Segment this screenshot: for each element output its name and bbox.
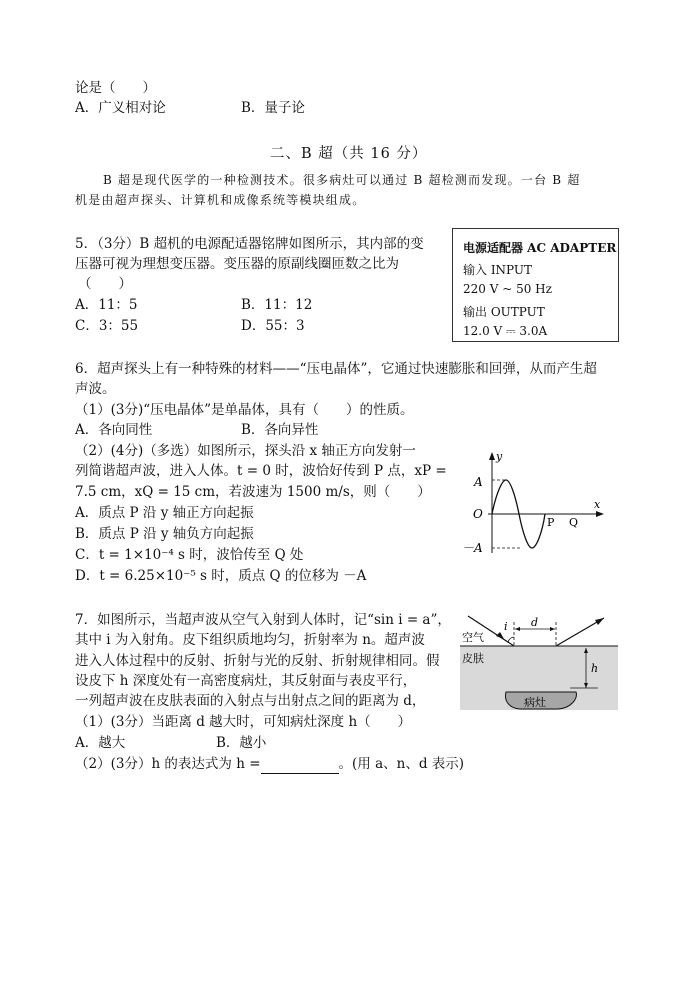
option-b: B．量子论 <box>241 100 305 116</box>
graph-y-label: y <box>496 450 503 463</box>
graph-neg-a: －A <box>462 541 483 555</box>
q7-line4: 设皮下 h 深度处有一高密度病灶，其反射面与表皮平行， <box>75 673 417 689</box>
label-air: 空气 <box>462 631 484 644</box>
q6-line1: 6．超声探头上有一种特殊的材料——“压电晶体”，它通过快速膨胀和回弹，从而产生超 <box>75 361 597 377</box>
q5-line3: （ ） <box>78 276 132 292</box>
q7-sub2 <box>75 754 464 774</box>
q5-option-c: C．3：55 <box>75 318 139 334</box>
q5-option-b: B．11：12 <box>241 297 313 313</box>
q6-sub1: （1）(3分)“压电晶体”是单晶体，具有（ ）的性质。 <box>75 402 414 418</box>
q7-sub1: （1）(3分）当距离 d 越大时，可知病灶深度 h（ ） <box>75 714 412 730</box>
label-lesion: 病灶 <box>524 696 546 709</box>
q6-sub2-line3: 7.5 cm，xQ = 15 cm，若波速为 1500 m/s，则（ ） <box>75 484 431 500</box>
label-angle-i: i <box>504 620 508 633</box>
adapter-nameplate <box>452 228 619 342</box>
nameplate-input: 输入 INPUT <box>463 263 533 277</box>
q7-option-b: B．越小 <box>216 735 267 751</box>
nameplate-input-value: 220 V ~ 50 Hz <box>463 282 552 296</box>
wave-graph <box>460 448 610 560</box>
graph-point-q: Q <box>569 516 579 529</box>
q5-line2: 压器可视为理想变压器。变压器的原副线圈匝数之比为 <box>75 256 399 272</box>
q6-sub1-option-a: A．各向同性 <box>75 422 153 438</box>
option-a: A．广义相对论 <box>75 100 166 116</box>
section-intro-line1: B 超是现代医学的一种检测技术。很多病灶可以通过 B 超检测而发现。一台 B 超 <box>103 173 581 187</box>
label-distance-d: d <box>531 616 539 629</box>
q5-option-d: D．55：3 <box>241 318 305 334</box>
label-skin: 皮肤 <box>462 652 484 665</box>
q6-line2: 声波。 <box>75 381 116 397</box>
q6-sub1-option-b: B．各向异性 <box>241 422 319 438</box>
q7-sub2-prefix: （2）(3分）h 的表达式为 h = <box>75 756 261 772</box>
q7-line5: 一列超声波在皮肤表面的入射点与出射点之间的距离为 d， <box>75 693 426 709</box>
q7-line2: 其中 i 为入射角。皮下组织质地均匀，折射率为 n。超声波 <box>75 632 425 648</box>
q7-option-a: A．越大 <box>75 735 126 751</box>
q7-line1: 7．如图所示，当超声波从空气入射到人体时，记“sin i = a”， <box>75 612 451 628</box>
graph-origin: O <box>473 507 483 521</box>
graph-point-p: P <box>547 516 555 529</box>
nameplate-output: 输出 OUTPUT <box>463 305 545 319</box>
nameplate-output-value: 12.0 V ⎓ 3.0A <box>463 324 548 338</box>
graph-pos-a: A <box>474 475 483 489</box>
graph-x-label: x <box>594 498 601 511</box>
question-tail: 论是（ ） <box>75 80 156 96</box>
q6-option-b: B．质点 P 沿 y 轴负方向起振 <box>75 526 254 542</box>
nameplate-title: 电源适配器 AC ADAPTER <box>463 241 617 255</box>
label-depth-h: h <box>591 662 599 675</box>
q6-option-a: A．质点 P 沿 y 轴正方向起振 <box>75 505 254 521</box>
q5-line1: 5．（3分）B 超机的电源配适器铭牌如图所示，其内部的变 <box>75 236 424 252</box>
q5-option-a: A．11：5 <box>75 297 138 313</box>
refraction-figure <box>458 612 620 712</box>
q6-sub2-line1: （2）(4分)（多选）如图所示，探头沿 x 轴正方向发射一 <box>75 443 416 459</box>
section-intro-line2: 机是由超声探头、计算机和成像系统等模块组成。 <box>75 193 366 207</box>
q7-sub2-suffix: 。(用 a、n、d 表示) <box>338 756 465 772</box>
answer-blank[interactable] <box>261 759 339 774</box>
q6-sub2-line2: 列简谐超声波，进入人体。t = 0 时，波恰好传到 P 点，xP = <box>75 463 447 479</box>
section-title: 二、B 超（共 16 分） <box>270 146 428 162</box>
q7-line3: 进入人体过程中的反射、折射与光的反射、折射规律相同。假 <box>75 653 440 669</box>
q6-option-c: C．t = 1×10⁻⁴ s 时，波恰传至 Q 处 <box>75 547 304 563</box>
q6-option-d: D．t = 6.25×10⁻⁵ s 时，质点 Q 的位移为 －A <box>75 568 367 584</box>
